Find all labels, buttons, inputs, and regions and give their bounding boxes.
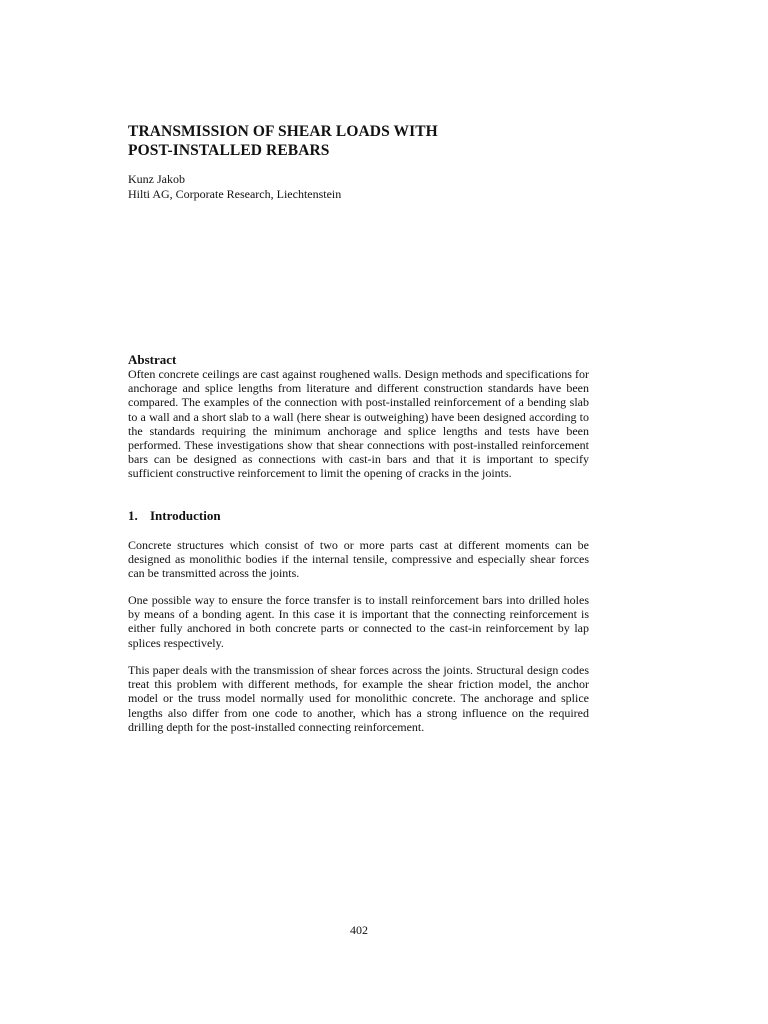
page-number: 402: [350, 923, 368, 937]
paper-title: [128, 122, 598, 160]
abstract-text: Often concrete ceilings are cast against roughened walls. Design methods and specifications for anchorage and splice lengths from literature and different construction standards have been compared. The examples of the connection with post-installed reinforcement of a bending slab to a wall and a short slab to a wall (here shear is outweighing) have been designed according to the standards requiring the minimum anchorage and splice lengths and tests have been performed. These investigations show that shear connections with post-installed reinforcement bars can be designed as connections with cast-in bars and that it is important to specify sufficient constructive reinforcement to limit the opening of cracks in the joints.: [128, 367, 589, 481]
author-name: Kunz Jakob: [128, 172, 185, 186]
abstract-heading: Abstract: [128, 352, 177, 367]
introduction-paragraph: One possible way to ensure the force transfer is to install reinforcement bars into drilled holes by means of a bonding agent. In this case it is important that the connecting reinforcement is either fully anchored in both concrete parts or connected to the cast-in reinforcement by lap splices respectively.: [128, 593, 589, 650]
section-title: Introduction: [150, 508, 221, 523]
author-affiliation: Hilti AG, Corporate Research, Liechtenstein: [128, 186, 342, 201]
title-line: POST-INSTALLED REBARS: [128, 142, 330, 159]
introduction-paragraph: Concrete structures which consist of two or more parts cast at different moments can be designed as monolithic bodies if the internal tensile, compressive and especially shear forces can be transmitted across the joints.: [128, 538, 589, 581]
section-heading-introduction: [128, 508, 221, 524]
author-block: [128, 172, 341, 201]
introduction-paragraph: This paper deals with the transmission of shear forces across the joints. Structural design codes treat this problem with different methods, for example the shear friction model, the anchor model or the truss model normally used for monolithic concrete. The anchorage and splice lengths also differ from one code to another, which has a strong influence on the required drilling depth for the post-installed connecting reinforcement.: [128, 663, 589, 734]
section-number: 1.: [128, 508, 138, 523]
title-line: TRANSMISSION OF SHEAR LOADS WITH: [128, 123, 438, 140]
